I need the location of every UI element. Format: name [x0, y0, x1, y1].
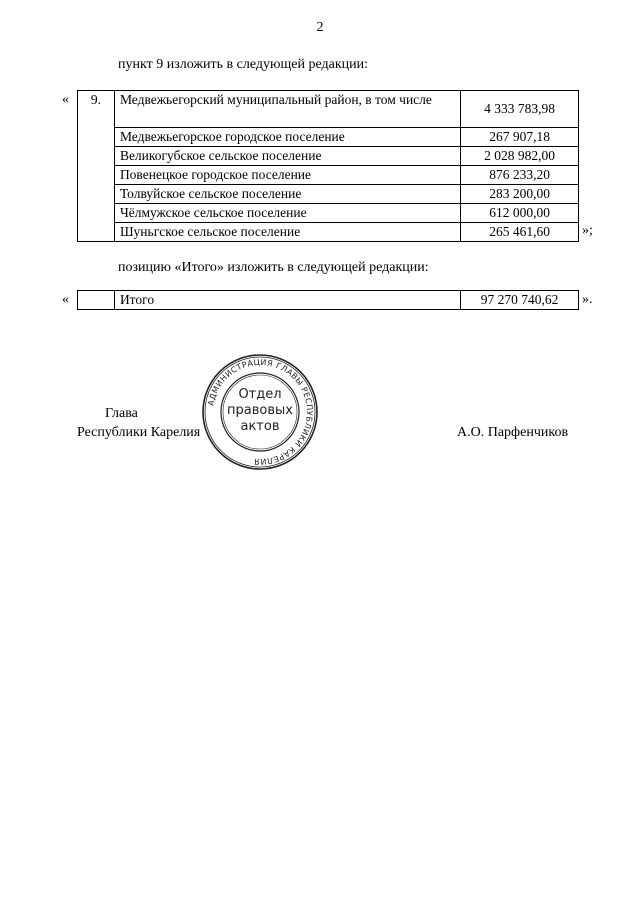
table-row: [78, 223, 579, 242]
row-name: Шуньгское сельское поселение: [114, 223, 460, 242]
row-name: Медвежьегорское городское поселение: [114, 128, 460, 147]
row-name: Медвежьегорский муниципальный район, в том числе: [114, 91, 460, 128]
total-label: Итого: [114, 291, 460, 310]
row-value: 283 200,00: [461, 185, 579, 204]
intro-paragraph-2: позицию «Итого» изложить в следующей редакции:: [118, 260, 429, 275]
intro-paragraph-1: пункт 9 изложить в следующей редакции:: [118, 57, 368, 72]
stamp-ring-text: АДМИНИСТРАЦИЯ ГЛАВЫ РЕСПУБЛИКИ КАРЕЛИЯ: [206, 357, 315, 467]
close-quote-2: ».: [582, 292, 593, 307]
signatory-title-1: Глава: [105, 406, 138, 421]
close-quote-1: »;: [582, 223, 593, 238]
page-number: 2: [316, 20, 324, 35]
row-name: Великогубское сельское поселение: [114, 147, 460, 166]
open-quote-2: «: [62, 292, 69, 307]
empty-cell: [78, 291, 115, 310]
row-name: Чёлмужское сельское поселение: [114, 204, 460, 223]
total-value: 97 270 740,62: [461, 291, 579, 310]
table-row: [78, 128, 579, 147]
table-row: [78, 91, 579, 128]
row-value: 267 907,18: [461, 128, 579, 147]
budget-table: [77, 90, 579, 242]
row-value: 265 461,60: [461, 223, 579, 242]
row-value: 612 000,00: [461, 204, 579, 223]
row-value: 2 028 982,00: [461, 147, 579, 166]
table-row: [78, 147, 579, 166]
row-value: 4 333 783,98: [461, 91, 579, 128]
signatory-title-2: Республики Карелия: [77, 425, 201, 440]
table-row: [78, 204, 579, 223]
stamp-line-1: Отдел: [238, 387, 282, 402]
row-value: 876 233,20: [461, 166, 579, 185]
table-row: [78, 291, 579, 310]
open-quote-1: «: [62, 92, 69, 107]
row-name: Толвуйское сельское поселение: [114, 185, 460, 204]
stamp-line-3: актов: [240, 419, 280, 434]
table-row: [78, 166, 579, 185]
item-number: 9.: [78, 91, 115, 242]
stamp-seal: [200, 352, 320, 472]
signatory-name: А.О. Парфенчиков: [457, 425, 569, 440]
total-table: [77, 290, 579, 310]
table-row: [78, 185, 579, 204]
row-name: Повенецкое городское поселение: [114, 166, 460, 185]
stamp-line-2: правовых: [227, 403, 293, 418]
